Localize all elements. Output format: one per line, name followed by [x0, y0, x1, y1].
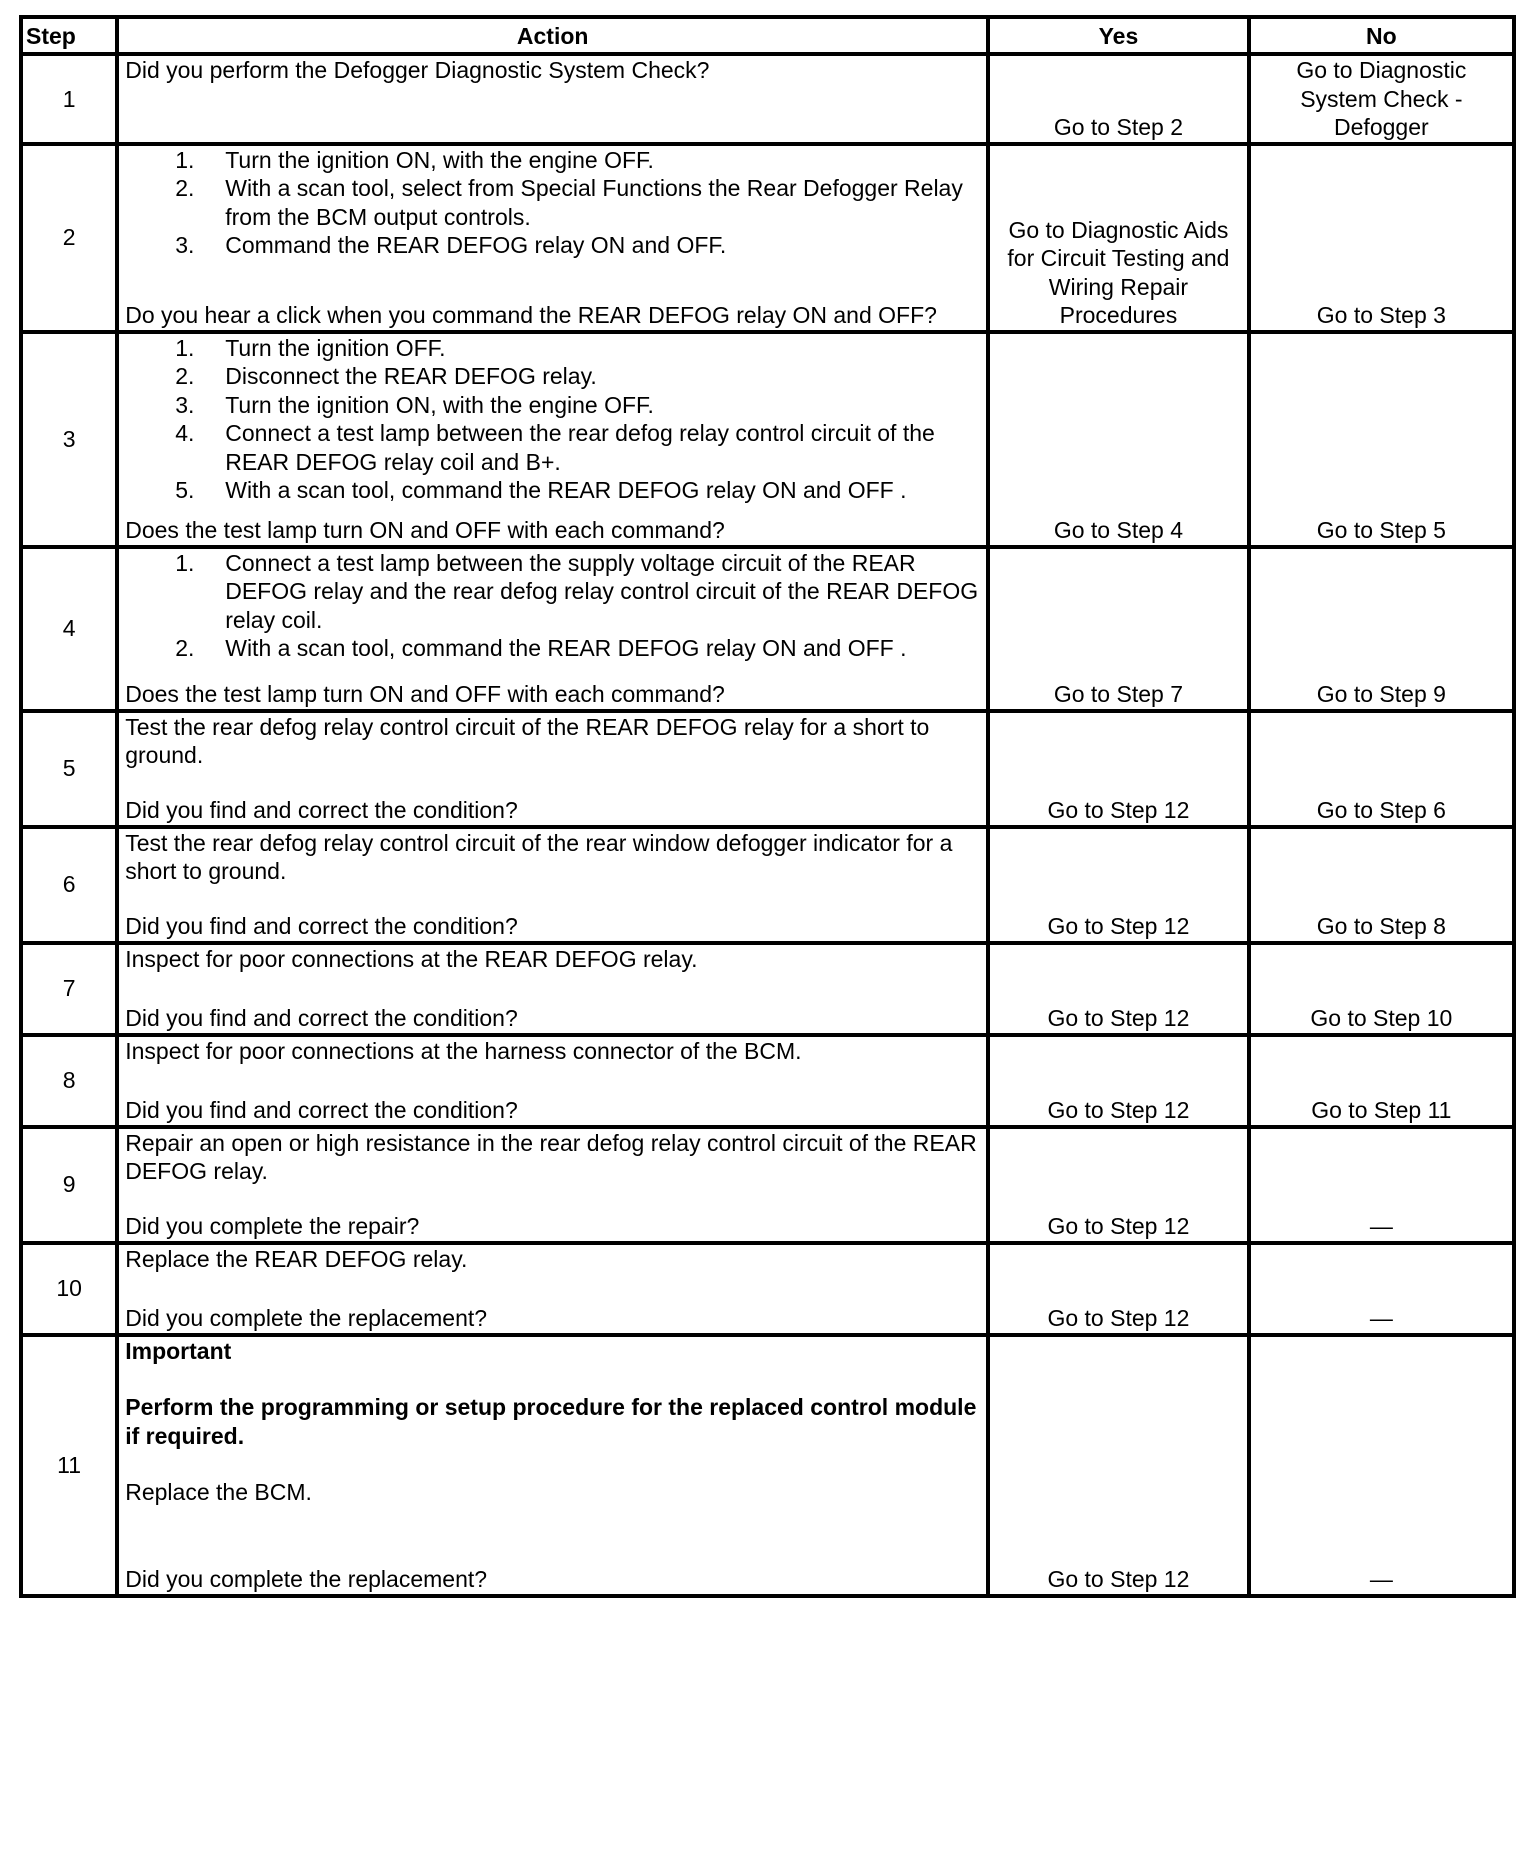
table-row — [21, 54, 1514, 144]
action-statement: Did you perform the Defogger Diagnostic System Check? — [125, 57, 710, 83]
step-number: 11 — [21, 1335, 117, 1596]
list-item: 5. With a scan tool, command the REAR DEFOG relay ON and OFF . — [175, 477, 907, 503]
no-cell: — — [1249, 1127, 1514, 1243]
yes-cell: Go to Step 12 — [988, 827, 1249, 943]
no-cell: — — [1249, 1335, 1514, 1596]
list-item: 1. Connect a test lamp between the supply voltage circuit of the REAR DEFOG relay and the rear defog relay control circuit of the REAR DEFOG relay coil. — [175, 549, 979, 633]
diagnostic-table — [19, 15, 1516, 1598]
action-cell — [117, 332, 988, 547]
table-row — [21, 1335, 1514, 1596]
list-item: 4. Connect a test lamp between the rear defog relay control circuit of the REAR DEFOG relay coil and B+. — [175, 420, 935, 475]
action-cell — [117, 1243, 988, 1335]
procedure-list — [125, 549, 980, 663]
step-number: 10 — [21, 1243, 117, 1335]
header-action: Action — [117, 17, 988, 54]
no-cell: Go to Step 11 — [1249, 1035, 1514, 1127]
important-note: Perform the programming or setup procedure for the replaced control module if required. — [125, 1394, 977, 1449]
action-question: Does the test lamp turn ON and OFF with each command? — [125, 517, 725, 543]
action-statement: Replace the REAR DEFOG relay. — [125, 1245, 468, 1272]
list-item: 2. Disconnect the REAR DEFOG relay. — [175, 363, 597, 389]
yes-cell: Go to Step 2 — [988, 54, 1249, 144]
action-question: Did you find and correct the condition? — [125, 1097, 518, 1123]
table-row — [21, 827, 1514, 943]
procedure-list — [125, 146, 980, 260]
step-number: 1 — [21, 54, 117, 144]
yes-cell: Go to Step 12 — [988, 711, 1249, 827]
list-item: 1. Turn the ignition OFF. — [175, 334, 446, 361]
action-cell — [117, 943, 988, 1035]
no-cell: Go to Step 10 — [1249, 943, 1514, 1035]
action-question: Did you complete the repair? — [125, 1213, 420, 1239]
action-question: Did you complete the replacement? — [125, 1305, 488, 1331]
action-statement: Replace the BCM. — [125, 1479, 312, 1505]
step-number: 4 — [21, 547, 117, 711]
action-question: Did you find and correct the condition? — [125, 797, 518, 823]
action-cell — [117, 827, 988, 943]
no-cell: Go to Step 5 — [1249, 332, 1514, 547]
action-question: Did you complete the replacement? — [125, 1566, 488, 1592]
action-statement: Test the rear defog relay control circuit of the rear window defogger indicator for a short to ground. — [125, 829, 953, 884]
step-number: 9 — [21, 1127, 117, 1243]
no-cell: — — [1249, 1243, 1514, 1335]
action-statement: Inspect for poor connections at the harness connector of the BCM. — [125, 1037, 802, 1064]
table-row — [21, 1127, 1514, 1243]
action-cell — [117, 1035, 988, 1127]
yes-cell: Go to Step 7 — [988, 547, 1249, 711]
action-cell — [117, 547, 988, 711]
step-number: 2 — [21, 144, 117, 332]
header-row — [21, 17, 1514, 54]
step-number: 3 — [21, 332, 117, 547]
list-item: 3. Turn the ignition ON, with the engine OFF. — [175, 391, 654, 418]
yes-cell: Go to Step 12 — [988, 1127, 1249, 1243]
action-cell — [117, 711, 988, 827]
step-number: 7 — [21, 943, 117, 1035]
step-number: 8 — [21, 1035, 117, 1127]
action-cell — [117, 54, 988, 144]
yes-cell: Go to Step 12 — [988, 943, 1249, 1035]
action-question: Does the test lamp turn ON and OFF with each command? — [125, 681, 725, 707]
list-item: 2. With a scan tool, select from Special Functions the Rear Defogger Relay from the BCM output controls. — [175, 175, 963, 230]
action-statement: Test the rear defog relay control circuit of the REAR DEFOG relay for a short to ground. — [125, 713, 930, 768]
yes-cell: Go to Step 4 — [988, 332, 1249, 547]
list-item: 3. Command the REAR DEFOG relay ON and OFF. — [175, 232, 727, 258]
table-row — [21, 711, 1514, 827]
action-cell — [117, 1127, 988, 1243]
table-row — [21, 332, 1514, 547]
action-cell — [117, 144, 988, 332]
yes-cell: Go to Step 12 — [988, 1335, 1249, 1596]
action-question: Do you hear a click when you command the REAR DEFOG relay ON and OFF? — [125, 302, 937, 328]
important-label: Important — [125, 1337, 232, 1364]
no-cell: Go to Step 6 — [1249, 711, 1514, 827]
no-cell: Go to Step 3 — [1249, 144, 1514, 332]
action-question: Did you find and correct the condition? — [125, 1005, 518, 1031]
header-yes: Yes — [988, 17, 1249, 54]
yes-cell: Go to Step 12 — [988, 1035, 1249, 1127]
no-cell: Go to Step 8 — [1249, 827, 1514, 943]
no-cell: Go to Diagnostic System Check - Defogger — [1249, 54, 1514, 144]
action-cell — [117, 1335, 988, 1596]
step-number: 5 — [21, 711, 117, 827]
table-row — [21, 547, 1514, 711]
action-statement: Inspect for poor connections at the REAR DEFOG relay. — [125, 945, 698, 972]
yes-cell: Go to Step 12 — [988, 1243, 1249, 1335]
list-item: 1. Turn the ignition ON, with the engine OFF. — [175, 146, 654, 173]
list-item: 2. With a scan tool, command the REAR DEFOG relay ON and OFF . — [175, 635, 907, 661]
header-step: Step — [21, 17, 117, 54]
action-statement: Repair an open or high resistance in the rear defog relay control circuit of the REAR DEFOG relay. — [125, 1129, 977, 1184]
yes-cell: Go to Diagnostic Aids for Circuit Testing and Wiring Repair Procedures — [988, 144, 1249, 332]
header-no: No — [1249, 17, 1514, 54]
table-row — [21, 144, 1514, 332]
table-row — [21, 1035, 1514, 1127]
table-row — [21, 943, 1514, 1035]
procedure-list — [125, 334, 980, 505]
step-number: 6 — [21, 827, 117, 943]
table-row — [21, 1243, 1514, 1335]
action-question: Did you find and correct the condition? — [125, 913, 518, 939]
no-cell: Go to Step 9 — [1249, 547, 1514, 711]
